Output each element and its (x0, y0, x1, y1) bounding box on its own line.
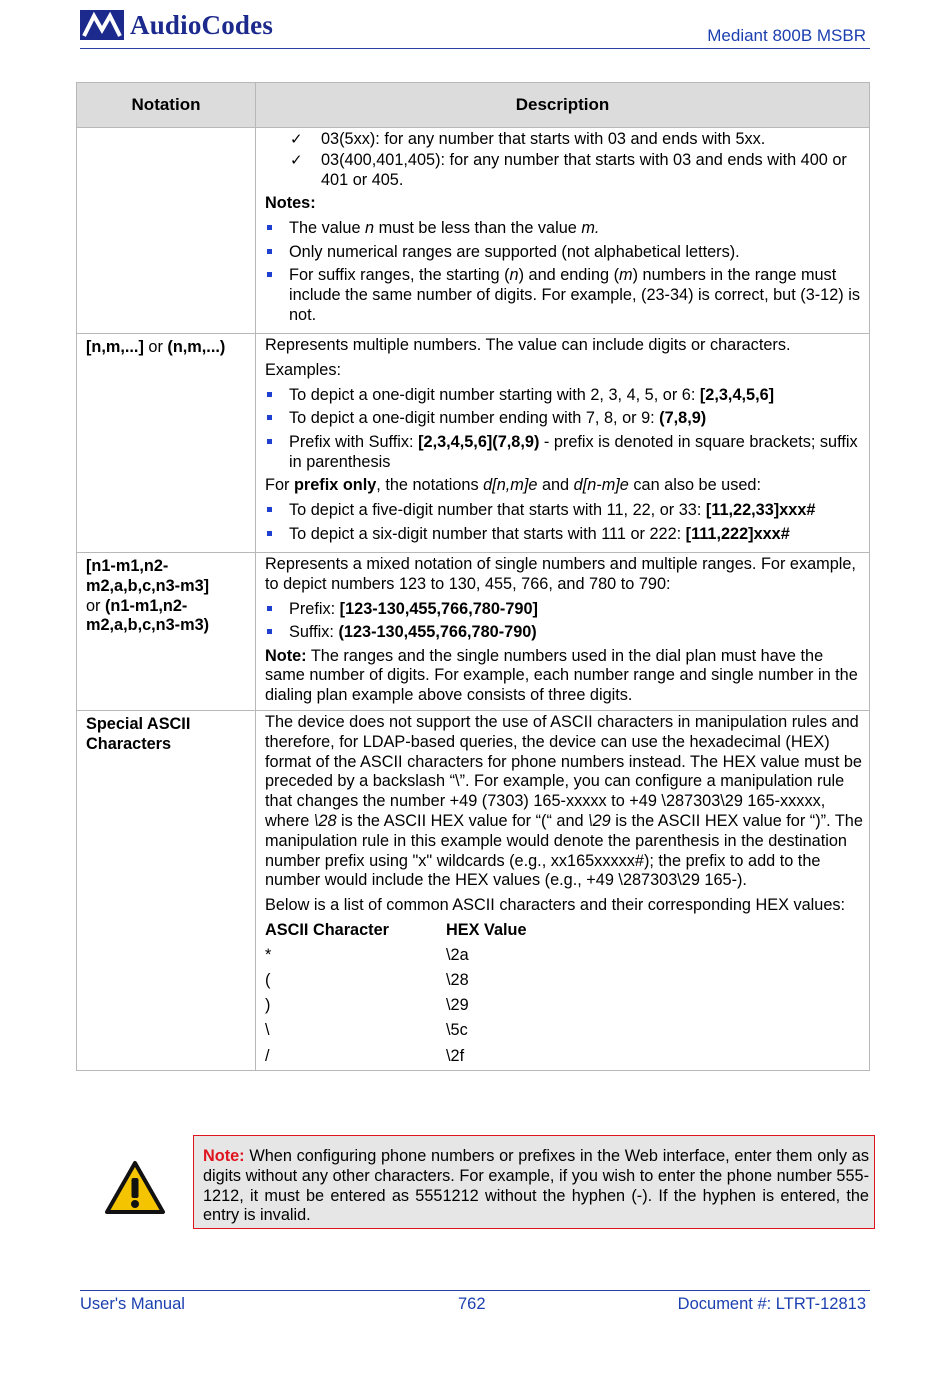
hex-value: \5c (446, 1021, 468, 1040)
description-cell: Represents multiple numbers. The value can include digits or characters. Examples: To depict a one-digit number starting with 2, 3, 4, 5, or 6: [2,3,4,5,6] To depict a one-digit number ending with 7, 8, or 9: (7,8,9) Prefix with Suffix: [2,3,4,5,6](7,8,9) - prefix is denoted in square brackets; suffix in parenthesis For prefix only, the notations d[n,m]e and d[n-m]e can also be used: To depict a five-digit number that starts with 11, 22, or 33: [11,22,33]xxx# To depict a six-digit number that starts with 111 or 222: [111,222]xxx# (256, 334, 870, 553)
header-description: Description (256, 83, 870, 128)
list-item: To depict a six-digit number that starts with 111 or 222: [111,222]xxx# (265, 525, 864, 545)
audiocodes-logo (80, 8, 273, 42)
example-list (265, 600, 864, 643)
page-header (80, 8, 870, 49)
square-bullet-icon (267, 606, 272, 611)
ascii-char: \ (265, 1021, 270, 1040)
list-item: To depict a five-digit number that starts with 11, 22, or 33: [11,22,33]xxx# (265, 501, 864, 521)
list-item: ✓ 03(400,401,405): for any number that starts with 03 and ends with 400 or 401 or 405. (290, 150, 847, 189)
page-footer (80, 1290, 870, 1313)
square-bullet-icon (267, 225, 272, 230)
note-label: Note: (203, 1147, 245, 1165)
document-number: Document #: LTRT-12813 (677, 1295, 866, 1313)
list-item: To depict a one-digit number starting with 2, 3, 4, 5, or 6: [2,3,4,5,6] (265, 386, 864, 406)
ascii-char: ( (265, 971, 271, 990)
footer-manual: User's Manual (80, 1295, 185, 1313)
audiocodes-logo-icon (80, 8, 124, 42)
list-item: Only numerical ranges are supported (not alphabetical letters). (265, 243, 864, 263)
ascii-hex-list (265, 921, 864, 1066)
check-icon: ✓ (290, 131, 303, 148)
list-item: Prefix with Suffix: [2,3,4,5,6](7,8,9) - prefix is denoted in square brackets; suffix in parenthesis (265, 433, 864, 473)
notes-list (265, 219, 864, 325)
list-item: For suffix ranges, the starting (n) and ending (m) numbers in the range must include the same number of digits. For example, (23-34) is correct, but (3-12) is not. (265, 266, 864, 325)
notation-cell: Special ASCII Characters (77, 711, 256, 1071)
ascii-col-header: ASCII Character (265, 921, 389, 940)
square-bullet-icon (267, 629, 272, 634)
hex-col-header: HEX Value (446, 921, 527, 940)
square-bullet-icon (267, 272, 272, 277)
product-name: Mediant 800B MSBR (707, 26, 866, 45)
ascii-char: ) (265, 996, 271, 1015)
square-bullet-icon (267, 249, 272, 254)
hex-value: \28 (446, 971, 469, 990)
header-notation: Notation (77, 83, 256, 128)
square-bullet-icon (267, 439, 272, 444)
list-item: To depict a one-digit number ending with 7, 8, or 9: (7,8,9) (265, 409, 864, 429)
notation-cell: [n,m,...] or (n,m,...) (77, 334, 256, 553)
table-row (77, 334, 870, 553)
ascii-char: * (265, 946, 272, 965)
table-header-row (77, 83, 870, 128)
page-number: 762 (458, 1295, 486, 1313)
notation-cell: [n1-m1,n2-m2,a,b,c,n3-m3] or (n1-m1,n2-m2,a,b,c,n3-m3) (77, 552, 256, 710)
ascii-description: The device does not support the use of ASCII characters in manipulation rules and therefore, for LDAP-based queries, the device can use the hexadecimal (HEX) format of the ASCII characters for phone numbers instead. The HEX value must be preceded by a backslash “\”. For example, you can configure a manipulation rule that changes the number +49 (7303) 165-xxxxx to +49 \287303\29 165-xxxxx, where \28 is the ASCII HEX value for “(“ and \29 is the ASCII HEX value for “)”. The manipulation rule in this example would denote the parenthesis in the destination number prefix using "x" wildcards (e.g., xx165xxxxx#); the prefix to add to the number would include the HEX values (e.g., +49 \287303\29 165-). (265, 713, 863, 890)
square-bullet-icon (267, 507, 272, 512)
list-item: The value n must be less than the value m. (265, 219, 864, 239)
hex-value: \29 (446, 996, 469, 1015)
list-item: ✓ 03(5xx): for any number that starts with 03 and ends with 5xx. (290, 130, 766, 148)
description-cell (256, 128, 870, 334)
notes-label: Notes: (265, 194, 316, 213)
brand-name: AudioCodes (130, 9, 274, 40)
square-bullet-icon (267, 415, 272, 420)
table-row (77, 552, 870, 710)
hex-value: \2a (446, 946, 469, 965)
notation-cell (77, 128, 256, 334)
hex-value: \2f (446, 1046, 465, 1065)
example-list (265, 501, 864, 544)
description-cell: The device does not support the use of ASCII characters in manipulation rules and therefore, for LDAP-based queries, the device can use the hexadecimal (HEX) format of the ASCII characters for phone numbers instead. The HEX value must be preceded by a backslash “\”. For example, you can configure a manipulation rule that changes the number +49 (7303) 165-xxxxx to +49 \287303\29 165-xxxxx, where \28 is the ASCII HEX value for “(“ and \29 is the ASCII HEX value for “)”. The manipulation rule in this example would denote the parenthesis in the destination number prefix using "x" wildcards (e.g., xx165xxxxx#); the prefix to add to the number would include the HEX values (e.g., +49 \287303\29 165-). Below is a list of common ASCII characters and their corresponding HEX values: ASCII Character HEX Value * \2a ( \28 ) \29 \ \5c / \2f (256, 711, 870, 1071)
square-bullet-icon (267, 392, 272, 397)
example-list (265, 130, 864, 190)
list-item: Prefix: [123-130,455,766,780-790] (265, 600, 864, 620)
notation-table (76, 82, 870, 1071)
note-text: When configuring phone numbers or prefixes in the Web interface, enter them only as digits without any other characters. For example, if you wish to enter the phone number 555-1212, it must be entered as 5551212 without the hyphen (-). If the hyphen is entered, the entry is invalid. (203, 1147, 869, 1225)
note-box (193, 1135, 875, 1229)
description-cell: Represents a mixed notation of single numbers and multiple ranges. For example, to depict numbers 123 to 130, 455, 766, and 780 to 790: Prefix: [123-130,455,766,780-790] Suffix: (123-130,455,766,780-790) Note: The ranges and the single numbers used in the dial plan must have the same number of digits. For example, each number range and single number in the dialing plan example above consists of three digits. (256, 552, 870, 710)
list-item: Suffix: (123-130,455,766,780-790) (265, 623, 864, 643)
table-row (77, 711, 870, 1071)
mixed-note: Note: The ranges and the single numbers used in the dial plan must have the same number of digits. For example, each number range and single number in the dialing plan example above consists of three digits. (265, 646, 858, 705)
table-row (77, 128, 870, 334)
warning-icon (104, 1160, 166, 1221)
ascii-char: / (265, 1046, 270, 1065)
square-bullet-icon (267, 531, 272, 536)
example-list (265, 386, 864, 472)
prefix-only-text: For prefix only, the notations d[n,m]e and d[n-m]e can also be used: (265, 476, 761, 495)
check-icon: ✓ (290, 151, 303, 169)
